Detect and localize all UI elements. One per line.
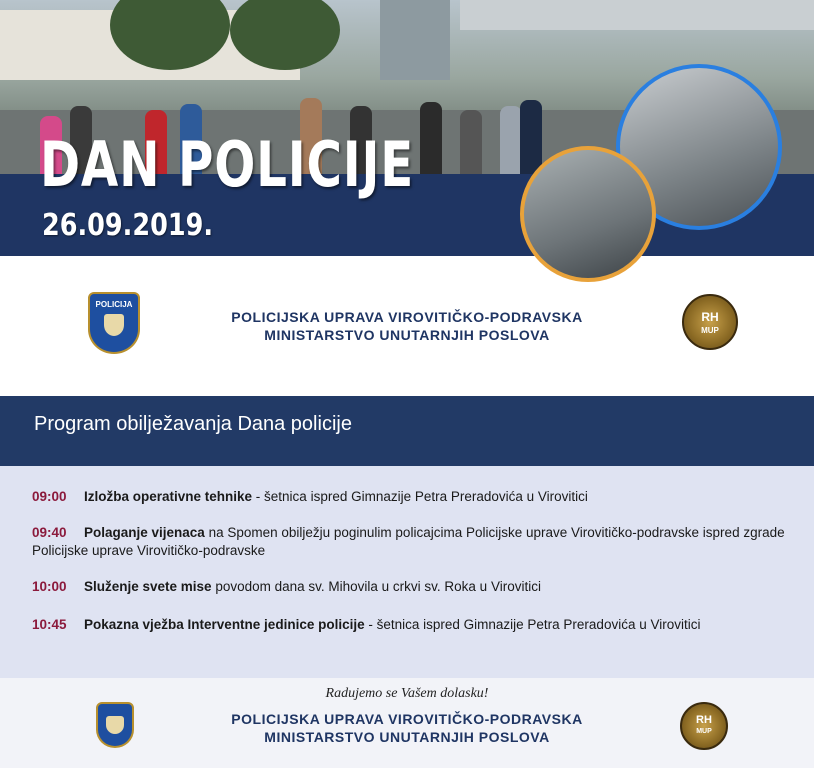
item-title: Služenje svete mise	[84, 579, 212, 594]
seal-rh: RH	[696, 714, 712, 726]
seal-mup: MUP	[696, 728, 712, 735]
program-item	[32, 488, 802, 506]
page-title: DAN POLICIJE	[40, 128, 415, 201]
organization-line2: MINISTARSTVO UNUTARNJIH POSLOVA	[264, 729, 550, 745]
organization-line2: MINISTARSTVO UNUTARNJIH POSLOVA	[264, 327, 550, 343]
item-time: 10:00	[32, 579, 67, 594]
item-detail: - šetnica ispred Gimnazije Petra Preradovića u Virovitici	[252, 489, 588, 504]
seal-rh: RH	[701, 310, 719, 324]
item-detail: na Spomen obilježju poginulim policajcima Policijske uprave Virovitičko-podravske ispred zgrade Policijske uprave Virovitičko-podravske	[32, 525, 785, 558]
background-canopy	[460, 0, 814, 30]
background-tower	[380, 0, 450, 80]
program-item	[32, 616, 802, 634]
item-title: Polaganje vijenaca	[84, 525, 205, 540]
badge-text: POLICIJA	[95, 300, 133, 309]
crowd-person	[460, 110, 482, 176]
crowd-person	[520, 100, 542, 176]
item-detail: povodom dana sv. Mihovila u crkvi sv. Roka u Virovitici	[211, 579, 541, 594]
mup-seal-icon	[680, 702, 728, 750]
program-item	[32, 524, 802, 560]
program-item	[32, 578, 802, 596]
crowd-person	[500, 106, 522, 176]
organization-line1: POLICIJSKA UPRAVA VIROVITIČKO-PODRAVSKA	[231, 309, 583, 325]
item-detail: - šetnica ispred Gimnazije Petra Preradovića u Virovitici	[364, 617, 701, 632]
seal-mup: MUP	[701, 326, 719, 335]
organization-line1: POLICIJSKA UPRAVA VIROVITIČKO-PODRAVSKA	[231, 711, 583, 727]
photo-circle-motorcycle	[520, 146, 656, 282]
program-heading: Program obilježavanja Dana policije	[34, 413, 352, 435]
item-time: 09:40	[32, 525, 67, 540]
item-time: 10:45	[32, 617, 67, 632]
mup-seal-icon	[682, 294, 738, 350]
welcome-message: Radujemo se Vašem dolasku!	[325, 686, 489, 701]
item-time: 09:00	[32, 489, 67, 504]
item-title: Izložba operativne tehnike	[84, 489, 253, 504]
item-title: Pokazna vježba Interventne jedinice policije	[84, 617, 365, 632]
crowd-person	[420, 102, 442, 176]
event-date: 26.09.2019.	[42, 208, 214, 243]
